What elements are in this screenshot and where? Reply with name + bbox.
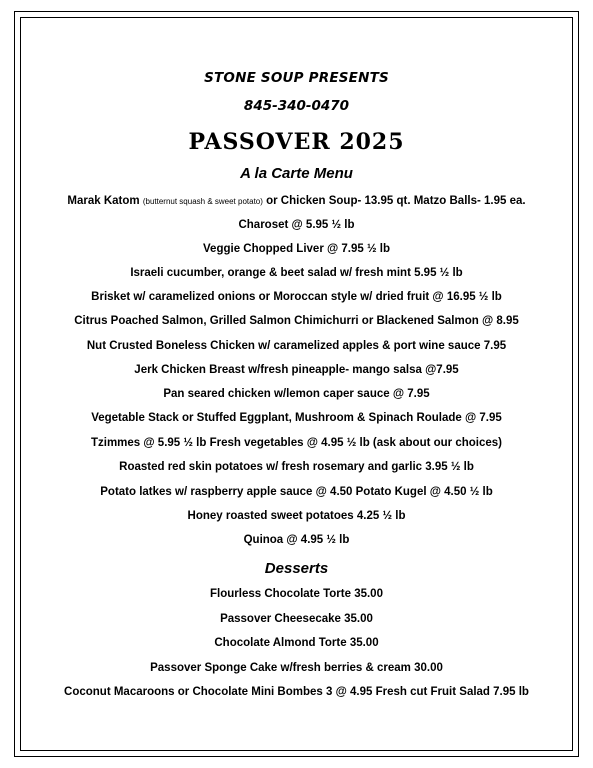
- menu-item: Quinoa @ 4.95 ½ lb: [243, 534, 350, 546]
- menu-item: Potato latkes w/ raspberry apple sauce @ 4.50 Potato Kugel @ 4.50 ½ lb: [100, 486, 493, 498]
- soup-description: (butternut squash & sweet potato): [142, 197, 263, 206]
- soup-menu-item: [20, 194, 573, 209]
- menu-item: Jerk Chicken Breast w/fresh pineapple- mango salsa @7.95: [134, 364, 459, 376]
- menu-item: Nut Crusted Boneless Chicken w/ caramelized apples & port wine sauce 7.95: [86, 340, 507, 352]
- page-title: PASSOVER 2025: [188, 129, 405, 155]
- desserts-heading: Desserts: [264, 560, 329, 577]
- soup-price: or Chicken Soup- 13.95 qt. Matzo Balls- 1.95 ea.: [262, 195, 526, 207]
- menu-item: Citrus Poached Salmon, Grilled Salmon Chimichurri or Blackened Salmon @ 8.95: [74, 315, 519, 327]
- menu-item: Honey roasted sweet potatoes 4.25 ½ lb: [187, 510, 406, 522]
- dessert-item: Flourless Chocolate Torte 35.00: [210, 588, 383, 600]
- menu-item: Veggie Chopped Liver @ 7.95 ½ lb: [203, 243, 390, 255]
- phone-number: 845-340-0470: [243, 98, 350, 114]
- presenter-line: STONE SOUP PRESENTS: [204, 70, 389, 86]
- dessert-item: Chocolate Almond Torte 35.00: [214, 637, 379, 649]
- menu-item: Tzimmes @ 5.95 ½ lb Fresh vegetables @ 4.95 ½ lb (ask about our choices): [90, 437, 503, 449]
- menu-item: Charoset @ 5.95 ½ lb: [238, 219, 355, 231]
- menu-item: Israeli cucumber, orange & beet salad w/ fresh mint 5.95 ½ lb: [130, 267, 463, 279]
- menu-item: Vegetable Stack or Stuffed Eggplant, Mushroom & Spinach Roulade @ 7.95: [91, 412, 502, 424]
- dessert-item: Passover Sponge Cake w/fresh berries & cream 30.00: [150, 662, 443, 674]
- menu-subtitle: A la Carte Menu: [240, 165, 353, 182]
- dessert-item: Coconut Macaroons or Chocolate Mini Bombes 3 @ 4.95 Fresh cut Fruit Salad 7.95 lb: [64, 686, 529, 698]
- menu-item: Pan seared chicken w/lemon caper sauce @ 7.95: [163, 388, 430, 400]
- menu-item: Brisket w/ caramelized onions or Moroccan style w/ dried fruit @ 16.95 ½ lb: [91, 291, 502, 303]
- dessert-item: Passover Cheesecake 35.00: [220, 613, 373, 625]
- soup-name: Marak Katom: [67, 195, 143, 207]
- menu-item: Roasted red skin potatoes w/ fresh rosemary and garlic 3.95 ½ lb: [119, 461, 474, 473]
